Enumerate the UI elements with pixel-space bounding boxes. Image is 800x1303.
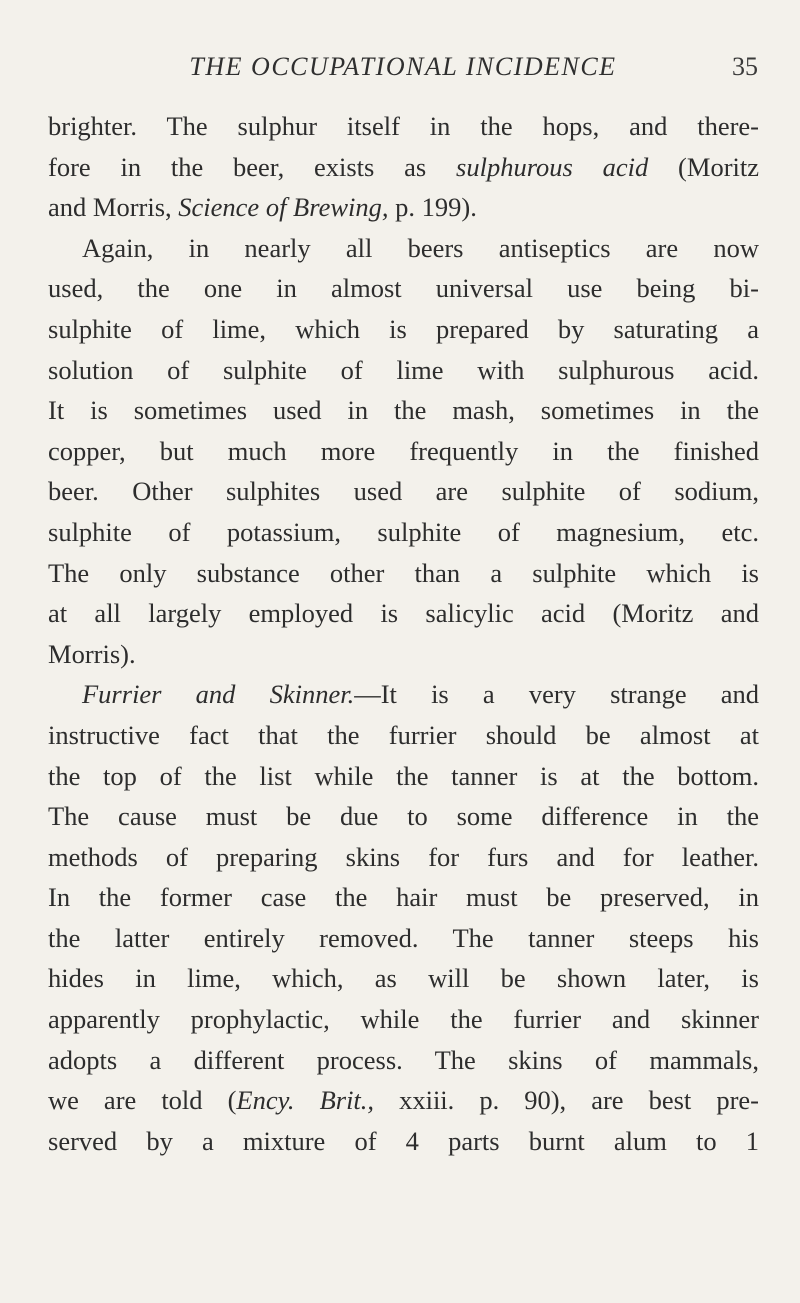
text-run: Again, in nearly all beers antiseptics are now [82, 232, 759, 263]
page-number: 35 [732, 52, 758, 81]
text-run: served by a mixture of 4 parts burnt alum to 1 [48, 1125, 759, 1156]
running-title: THE OCCUPATIONAL INCIDENCE [189, 52, 617, 81]
text-line [48, 999, 759, 1040]
text-line [48, 1080, 759, 1121]
paragraph-start-line [48, 674, 759, 715]
italic-text: Furrier and Skinner. [82, 679, 355, 710]
text-line [48, 715, 759, 756]
text-line [48, 390, 759, 431]
text-run: we are told ( [48, 1085, 237, 1116]
text-run: In the former case the hair must be preserved, in [48, 882, 759, 913]
text-run: hides in lime, which, as will be shown later, is [48, 963, 759, 994]
text-line [48, 431, 759, 472]
text-line [48, 187, 759, 228]
text-line [48, 837, 759, 878]
text-line [48, 147, 759, 188]
paragraph-start-line [48, 228, 759, 269]
text-run: p. 199). [388, 192, 477, 223]
text-line [48, 918, 759, 959]
running-head [48, 52, 758, 92]
text-line [48, 512, 759, 553]
text-line [48, 268, 759, 309]
text-run: Morris). [48, 638, 136, 669]
text-run: methods of preparing skins for furs and for leather. [48, 841, 759, 872]
text-line [48, 796, 759, 837]
text-run: —It is a very strange and [354, 679, 760, 710]
italic-text: sulphurous acid [456, 151, 649, 182]
text-run: at all largely employed is salicylic acid (Moritz and [48, 598, 759, 629]
text-run: the top of the list while the tanner is at the bottom. [48, 760, 759, 791]
text-line [48, 593, 759, 634]
text-line [48, 309, 759, 350]
text-run: fore in the beer, exists as [48, 151, 457, 182]
text-line [48, 634, 759, 675]
text-run: sulphite of potassium, sulphite of magnesium, etc. [48, 516, 759, 547]
text-line [48, 106, 759, 147]
text-line [48, 350, 759, 391]
text-run: adopts a different process. The skins of mammals, [48, 1044, 759, 1075]
text-run: (Moritz [648, 151, 760, 182]
text-run: used, the one in almost universal use being bi- [48, 273, 759, 304]
text-run: the latter entirely removed. The tanner steeps his [48, 922, 759, 953]
text-run: The only substance other than a sulphite which is [48, 557, 759, 588]
body-text [48, 106, 759, 1161]
text-line [48, 553, 759, 594]
text-run: apparently prophylactic, while the furrier and skinner [48, 1004, 759, 1035]
text-run: The cause must be due to some difference in the [48, 801, 759, 832]
text-run: brighter. The sulphur itself in the hops, and there- [48, 111, 759, 141]
text-run: sulphite of lime, which is prepared by saturating a [48, 313, 759, 344]
text-run: beer. Other sulphites used are sulphite of sodium, [48, 476, 759, 507]
text-run: and Morris, [48, 192, 179, 223]
text-line [48, 958, 759, 999]
text-run: xxiii. p. 90), are best pre- [374, 1085, 759, 1116]
text-run: copper, but much more frequently in the finished [48, 435, 759, 466]
text-run: instructive fact that the furrier should be almost at [48, 719, 759, 750]
italic-text: Ency. Brit., [236, 1085, 375, 1116]
text-line [48, 1121, 759, 1162]
text-line [48, 877, 759, 918]
text-line [48, 1040, 759, 1081]
text-run: solution of sulphite of lime with sulphurous acid. [48, 354, 759, 385]
text-line [48, 756, 759, 797]
text-line [48, 471, 759, 512]
italic-text: Science of Brewing, [178, 192, 389, 223]
text-run: It is sometimes used in the mash, sometimes in the [48, 395, 759, 426]
